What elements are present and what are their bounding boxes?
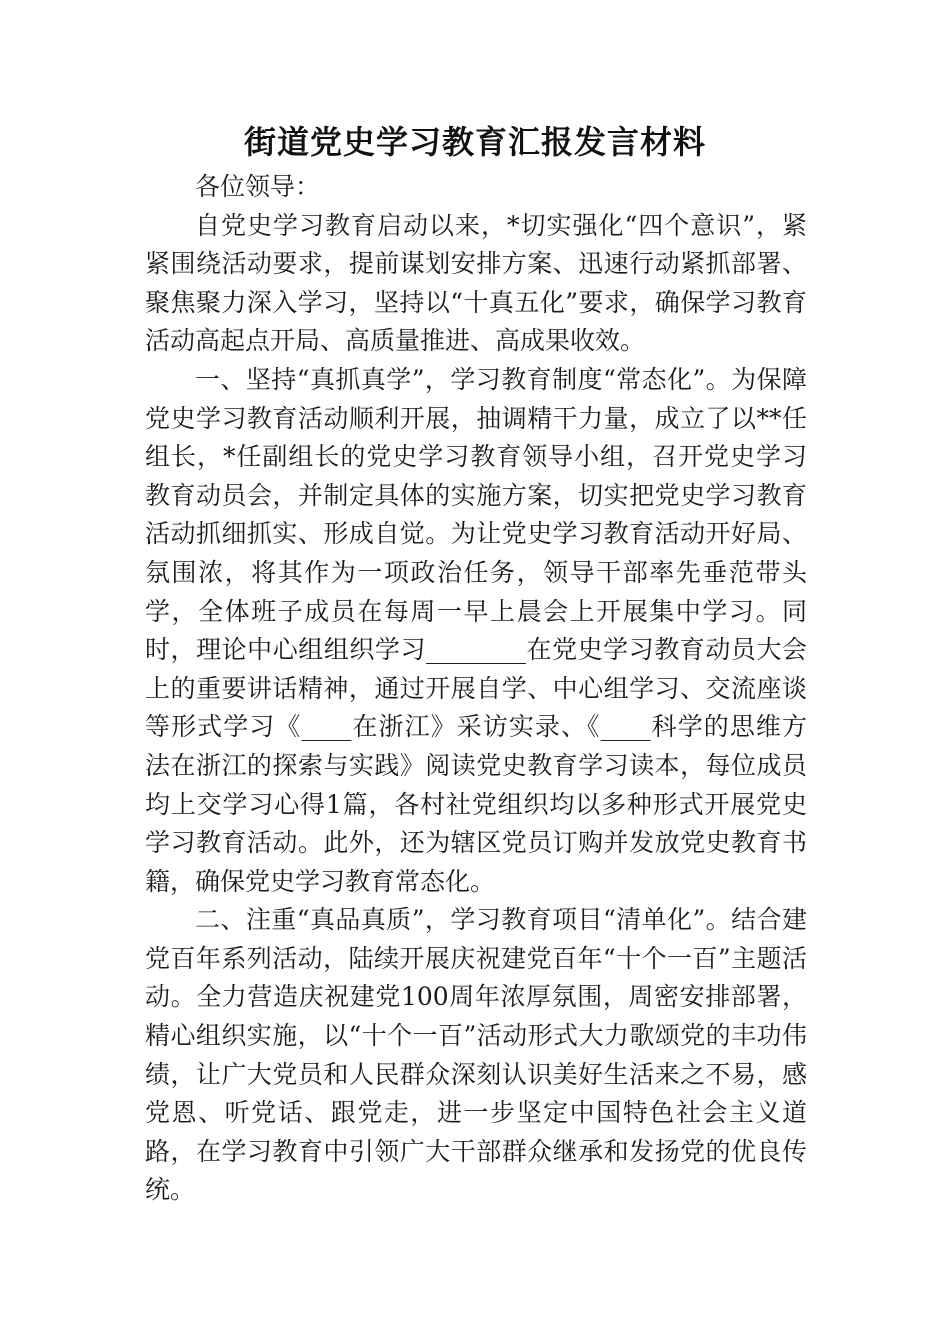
document-title: 街道党史学习教育汇报发言材料 xyxy=(243,123,706,161)
document-body xyxy=(145,168,807,1210)
paragraph-section-one: 一、坚持“真抓真学”，学习教育制度“常态化”。为保障党史学习教育活动顺利开展，抽调精干力量，成立了以**任组长，*任副组长的党史学习教育领导小组，召开党史学习教育动员会，并制定具体的实施方案，切实把党史学习教育活动抓细抓实、形成自觉。为让党史学习教育活动开好局、氛围浓，将其作为一项政治任务，领导干部率先垂范带头学，全体班子成员在每周一早上晨会上开展集中学习。同时，理论中心组组织学习________在党史学习教育动员大会上的重要讲话精神，通过开展自学、中心组学习、交流座谈等形式学习《____在浙江》采访实录、《____科学的思维方法在浙江的探索与实践》阅读党史教育学习读本，每位成员均上交学习心得1篇，各村社党组织均以多种形式开展党史学习教育活动。此外，还为辖区党员订购并发放党史教育书籍，确保党史学习教育常态化。 xyxy=(145,364,807,896)
paragraph-intro: 自党史学习教育启动以来，*切实强化“四个意识”，紧紧围绕活动要求，提前谋划安排方案、迅速行动紧抓部署、聚焦聚力深入学习，坚持以“十真五化”要求，确保学习教育活动高起点开局、高质量推进、高成果收效。 xyxy=(145,210,807,356)
salutation: 各位领导： xyxy=(195,172,321,201)
paragraph-section-two: 二、注重“真品真质”，学习教育项目“清单化”。结合建党百年系列活动，陆续开展庆祝建党百年“十个一百”主题活动。全力营造庆祝建党100周年浓厚氛围，周密安排部署，精心组织实施，以“十个一百”活动形式大力歌颂党的丰功伟绩，让广大党员和人民群众深刻认识美好生活来之不易，感党恩、听党话、跟党走，进一步坚定中国特色社会主义道路，在学习教育中引领广大干部群众继承和发扬党的优良传统。 xyxy=(145,905,807,1205)
